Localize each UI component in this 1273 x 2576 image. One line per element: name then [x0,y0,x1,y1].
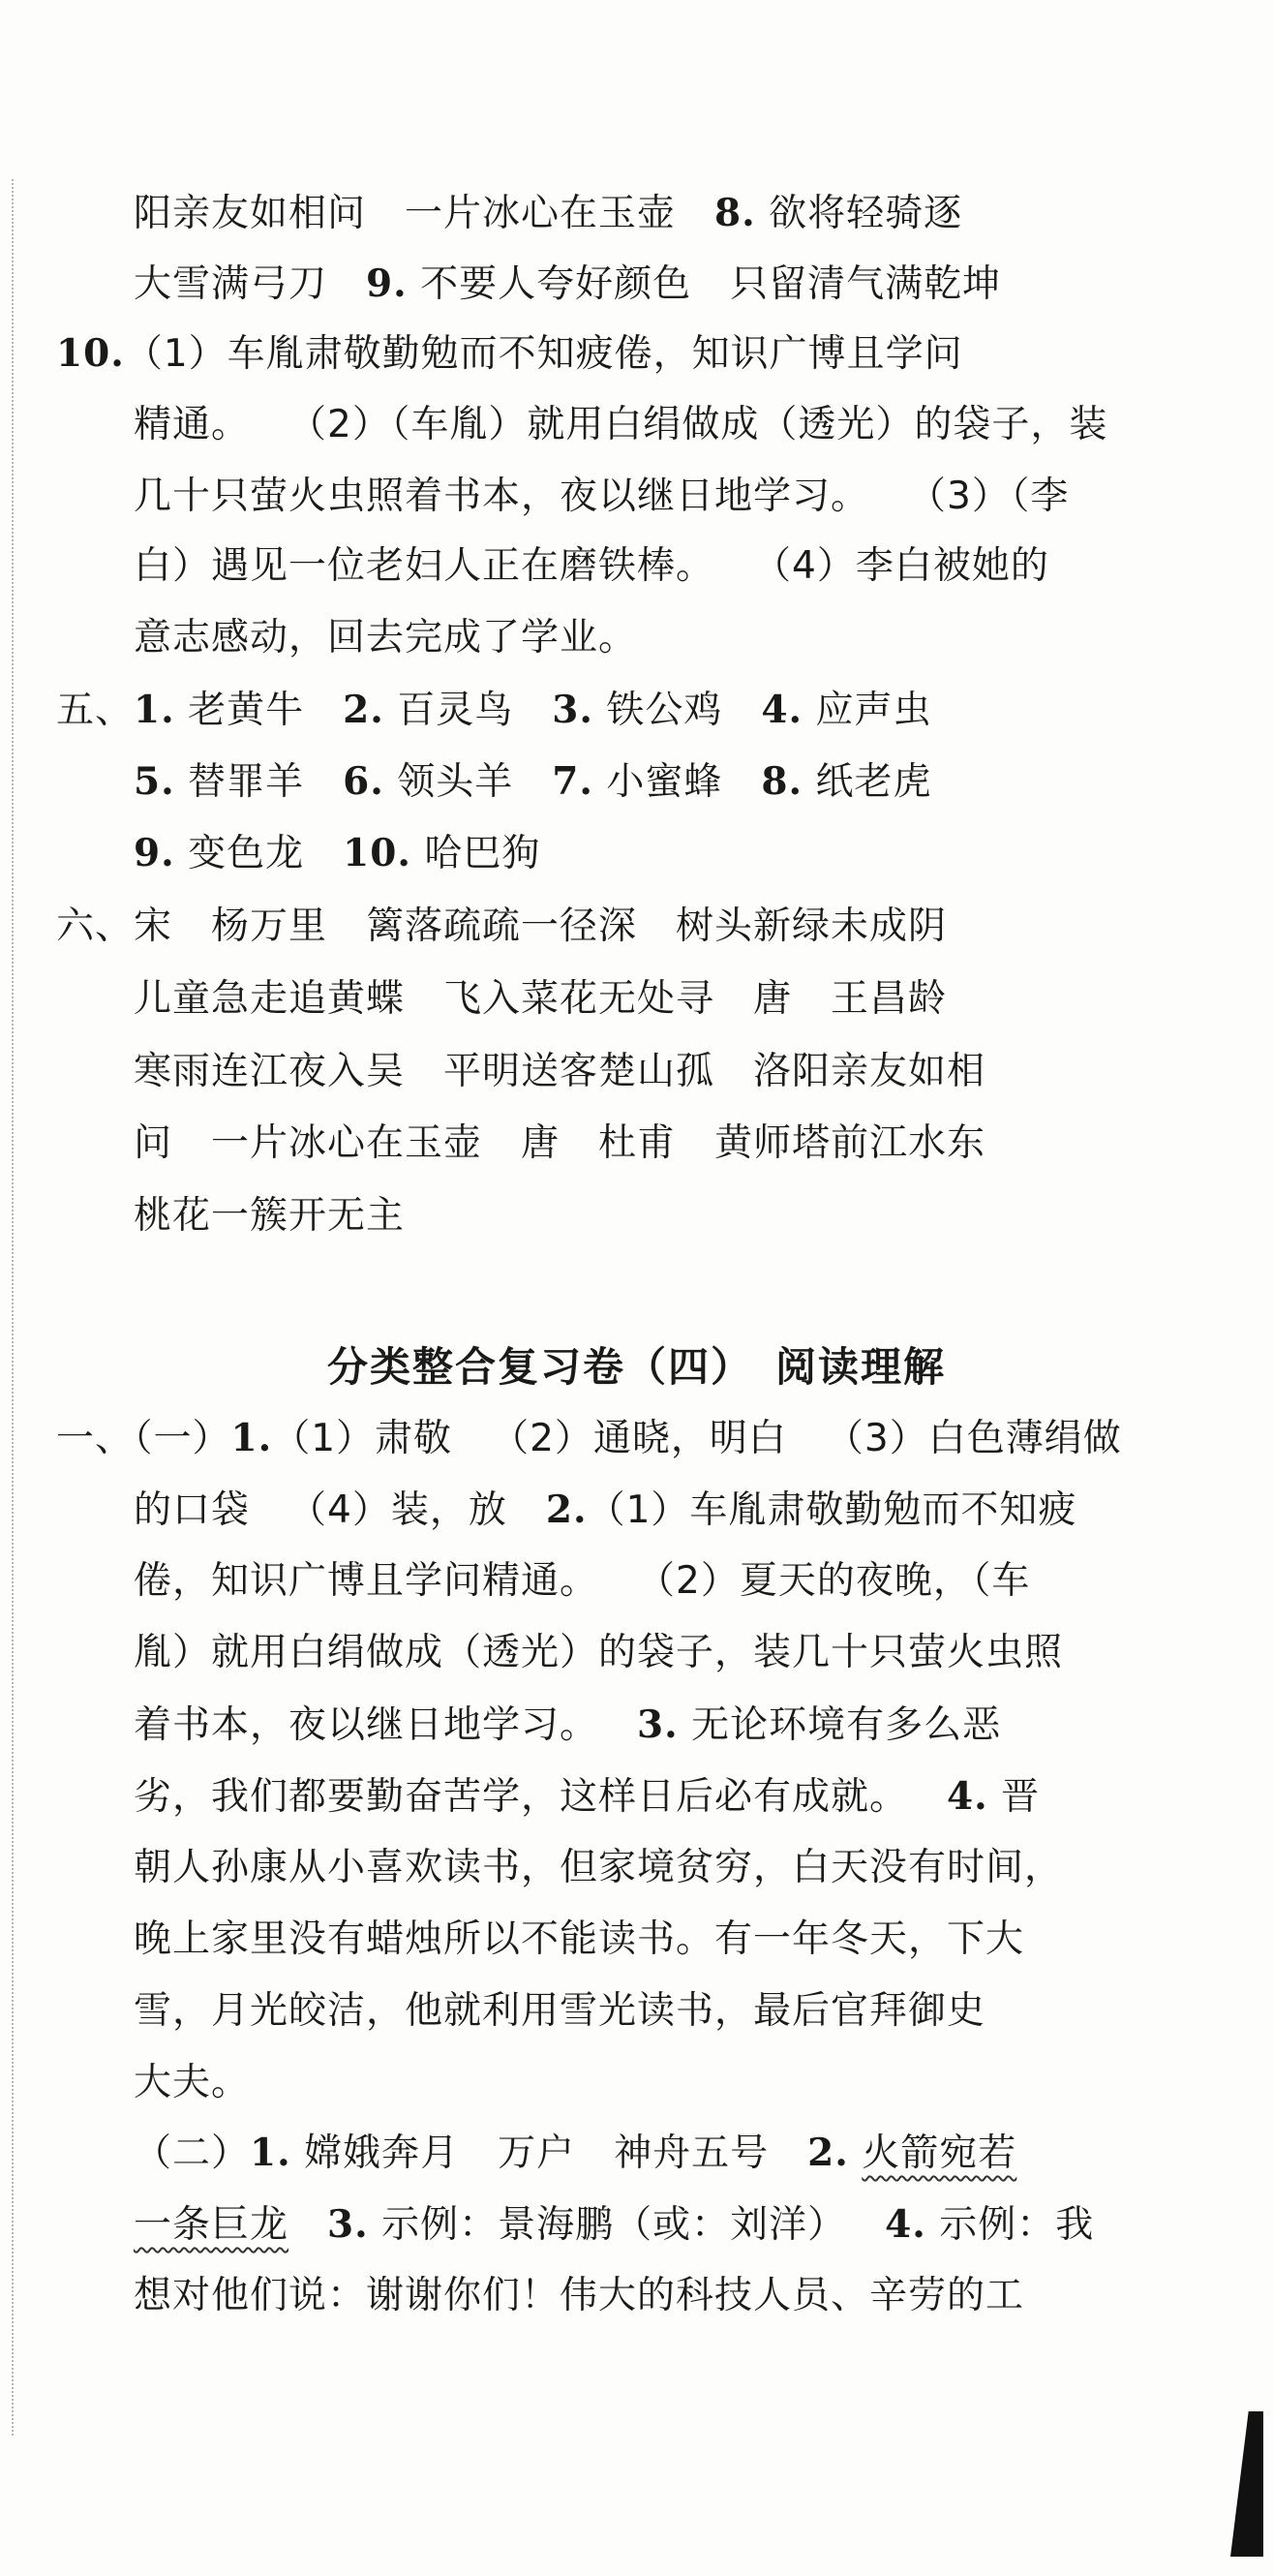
text-span [849,2131,862,2175]
text-line [134,2059,250,2107]
text-span: 欲将轻骑逐 [755,192,963,235]
text-span: 树头新绿未成阴 [676,905,948,948]
text-span: 变色龙 [174,832,305,875]
text-line [134,1557,1030,1606]
text-line [134,829,540,878]
text-span: 唐 [521,1121,561,1165]
text-line [134,614,637,662]
text-span: （2）夏天的夜晚，（车 [637,1559,1031,1603]
text-span: 只留清气满乾坤 [730,262,1002,306]
text-span: 胤）就用白绢做成（透光）的袋子，装几十只萤火虫照 [134,1631,1064,1674]
item-number: 4. [885,2202,926,2247]
text-span: 五、 [56,689,135,732]
text-span: 不要人夸好颜色 [407,262,692,306]
text-span: （二） [134,2131,251,2175]
text-span: 一片冰心在玉壶 [211,1121,483,1165]
text-span: 桃花一簇开无主 [134,1194,406,1238]
text-span: 铁公鸡 [592,689,723,732]
text-span: 六、宋 [56,905,173,948]
text-line [56,329,963,379]
text-span: 小蜜蜂 [592,760,723,804]
item-number: 1. [134,688,175,732]
item-number: 10. [343,831,411,875]
text-span: （1）车胤肃敬勤勉而不知疲倦，知识广博且学问 [124,332,963,376]
text-span: （1）车胤肃敬勤勉而不知疲 [587,1488,1077,1532]
text-span: 王昌龄 [831,977,948,1021]
text-span: 篱落疏疏一径深 [366,905,638,948]
text-span: 唐 [753,977,793,1021]
text-span: 问 [134,1121,173,1165]
text-span: 想对他们说：谢谢你们！伟大的科技人员、辛劳的工 [134,2274,1025,2317]
text-span: 万户 [498,2131,576,2175]
item-number: 2. [807,2131,849,2175]
item-number: 7. [552,759,593,804]
text-span: 黄师塔前江水东 [714,1121,986,1165]
text-line [134,2129,1016,2178]
text-span: 寒雨连江夜入吴 [134,1050,406,1093]
text-span: （3）（李 [908,475,1070,518]
text-span: 嫦娥奔月 [290,2131,460,2175]
text-span: 纸老虎 [803,760,932,804]
underlined-answer: 一条巨龙 [134,2203,289,2247]
item-number: 8. [761,759,803,804]
text-line [134,1048,985,1096]
item-number: 1. [230,1416,273,1460]
text-span: 晋 [987,1775,1041,1819]
text-span: 儿童急走追黄蝶 [134,977,406,1021]
text-span: 洛阳亲友如相 [753,1050,986,1093]
text-span: （4）装，放 [288,1488,507,1532]
text-line [134,1772,1040,1822]
text-line [134,473,1069,521]
text-line [134,1192,405,1241]
text-line [134,542,1049,591]
text-span: （4）李白被她的 [753,544,1049,588]
text-span: 无论环境有多么恶 [678,1703,1002,1747]
text-span: 应声虫 [803,689,932,732]
text-span: 一片冰心在玉壶 [405,192,677,235]
text-span: 示例：景海鹏（或：刘洋） [368,2203,847,2247]
text-line [56,903,947,951]
text-line [134,1844,1063,1892]
text-line [134,401,1107,449]
text-line [134,1486,1076,1535]
text-span: （2）（车胤）就用白绢做成（透光）的袋子，装 [288,403,1108,446]
text-span: 倦，知识广博且学问精通。 [134,1559,599,1603]
item-number: 2. [545,1487,588,1532]
text-span: 雪，月光皎洁，他就利用雪光读书，最后官拜御史 [134,1989,986,2033]
text-span: 劣，我们都要勤奋苦学，这样日后必有成就。 [134,1775,909,1819]
item-number: 9. [134,831,175,875]
text-span: 白）遇见一位老妇人正在磨铁棒。 [134,544,715,588]
item-number: 10. [56,331,125,376]
text-line [134,1629,1063,1677]
text-line [134,757,932,807]
text-line [134,1119,985,1168]
text-span: 晚上家里没有蜡烛所以不能读书。有一年冬天，下大 [134,1917,1025,1961]
item-number: 3. [327,2202,369,2247]
section-title: 分类整合复习卷（四） 阅读理解 [326,1343,946,1391]
text-span: 飞入菜花无处寻 [443,977,715,1021]
text-span: 示例：我 [925,2203,1095,2247]
text-span: 朝人孙康从小喜欢读书，但家境贫穷，白天没有时间， [134,1846,1064,1889]
item-number: 3. [552,688,593,732]
text-span: 杜甫 [598,1121,677,1165]
text-span: 杨万里 [211,905,328,948]
text-span: 平明送客楚山孤 [443,1050,715,1093]
text-span: 一、（一） [56,1417,231,1460]
text-span: 几十只萤火虫照着书本，夜以继日地学习。 [134,475,870,518]
text-span: 替罪羊 [174,760,305,804]
item-number: 9. [366,261,408,306]
text-line [134,975,947,1024]
item-number: 6. [343,759,384,804]
item-number: 5. [134,759,175,804]
text-line [134,260,1001,309]
text-line [56,686,932,735]
text-span: （3）白色薄绢做 [825,1417,1122,1460]
text-span: 领头羊 [383,760,514,804]
text-span: 意志感动，回去完成了学业。 [134,616,638,659]
text-line [56,1414,1122,1463]
text-span: 着书本，夜以继日地学习。 [134,1703,599,1747]
text-line [134,1701,1001,1750]
text-span: 神舟五号 [614,2131,770,2175]
text-line [134,2272,1024,2320]
text-span: 大雪满弓刀 [134,262,328,306]
item-number: 4. [761,688,803,732]
item-number: 2. [343,688,384,732]
text-span: 的口袋 [134,1488,251,1532]
item-number: 4. [947,1774,988,1819]
text-span: （2）通晓，明白 [491,1417,787,1460]
text-span: （1）肃敬 [272,1417,453,1460]
text-span: 阳亲友如相问 [134,192,367,235]
text-line [134,189,962,238]
text-span: 哈巴狗 [410,832,541,875]
text-line [134,1987,985,2036]
text-span: 精通。 [134,403,251,446]
binding-margin-line [12,179,14,2436]
item-number: 1. [250,2131,291,2175]
item-number: 8. [714,191,756,235]
text-line [134,2200,1094,2250]
text-span: 大夫。 [134,2061,251,2104]
text-span: 老黄牛 [174,689,305,732]
underlined-answer: 火箭宛若 [862,2131,1017,2175]
text-span: 百灵鸟 [383,689,514,732]
text-line [134,1916,1024,1964]
item-number: 3. [637,1702,679,1747]
scan-edge-shadow [1230,2411,1263,2557]
